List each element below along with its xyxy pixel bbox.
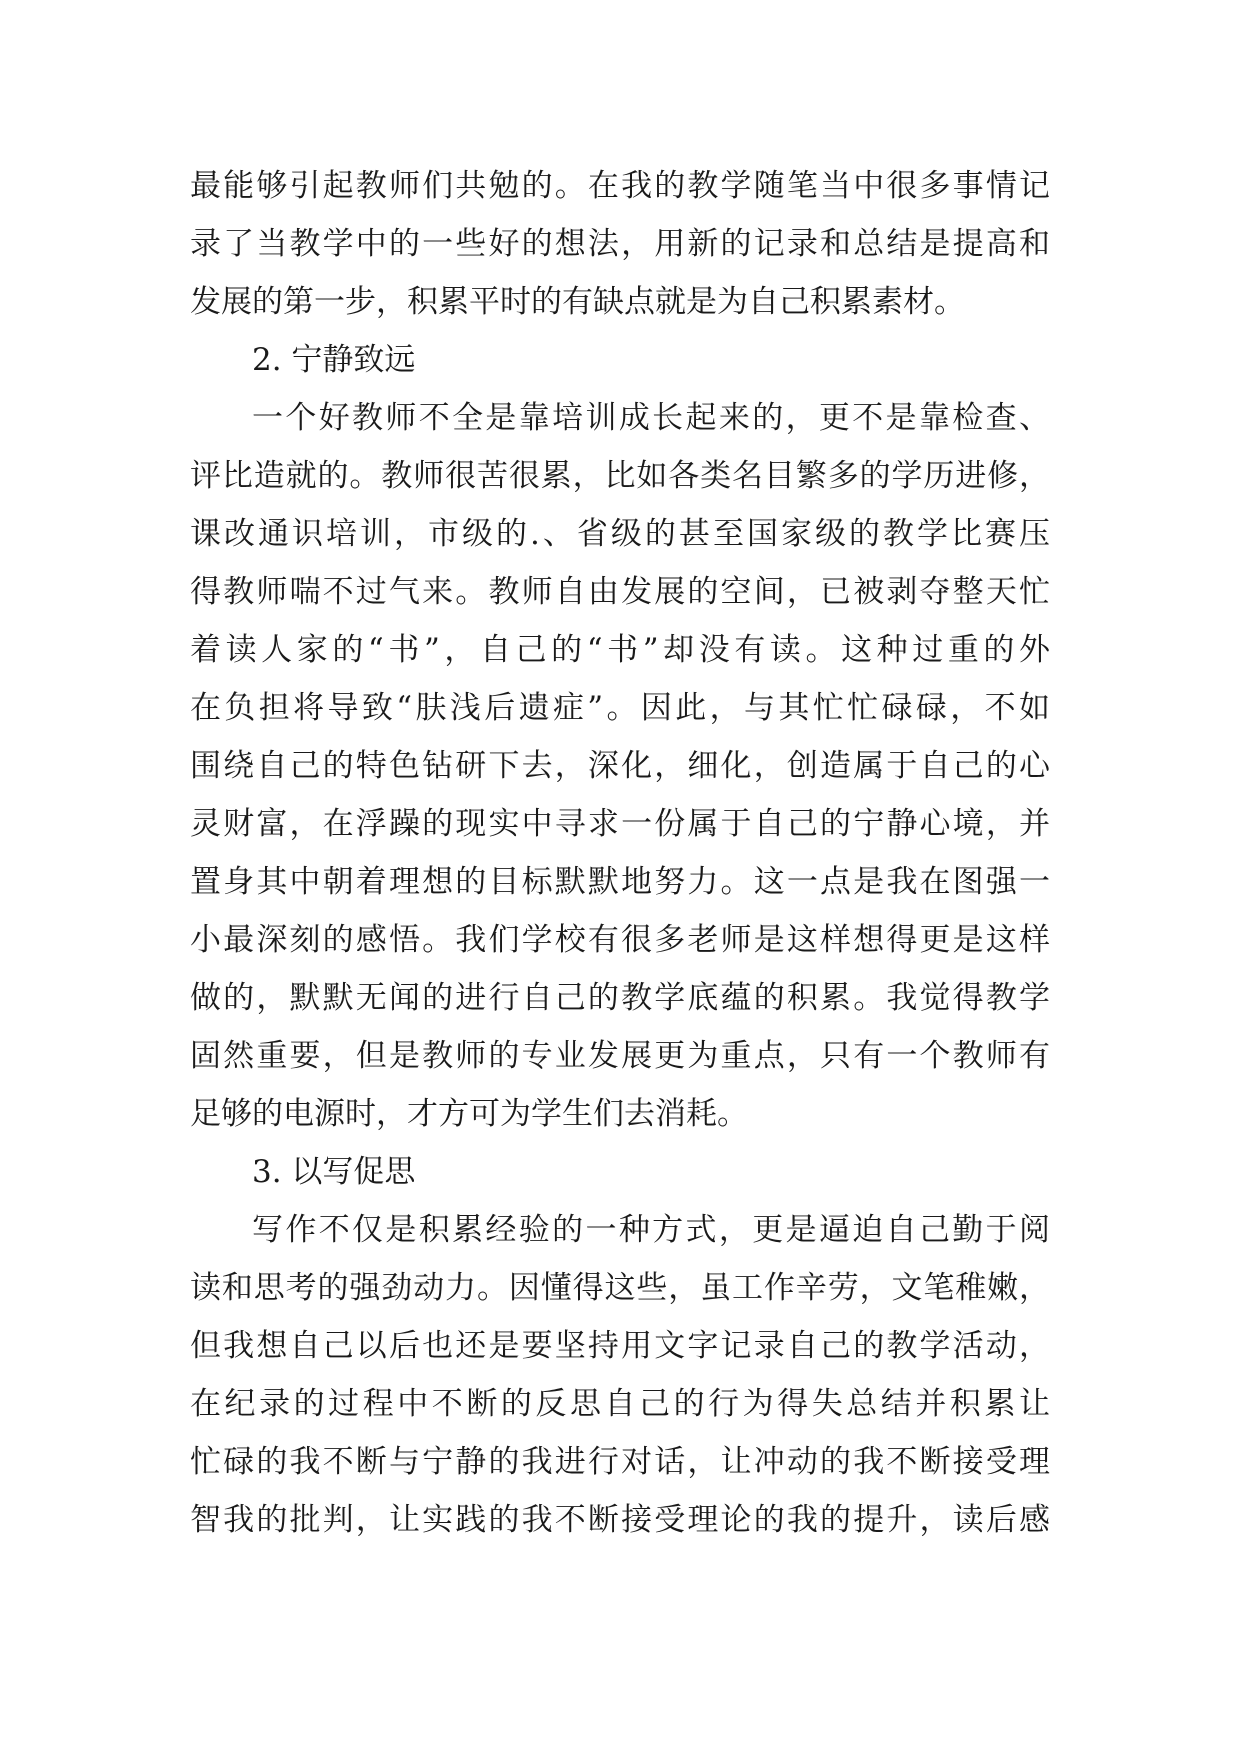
body-text-line: 着读人家的“书”，自己的“书”却没有读。这种过重的外 <box>190 632 1050 668</box>
section-heading: 3. 以写促思 <box>252 1154 416 1190</box>
body-text-line: 但我想自己以后也还是要坚持用文字记录自己的教学活动， <box>190 1328 1050 1364</box>
section-heading: 2. 宁静致远 <box>252 342 416 378</box>
body-text-line: 在纪录的过程中不断的反思自己的行为得失总结并积累让 <box>190 1386 1050 1422</box>
body-text-line: 读和思考的强劲动力。因懂得这些，虽工作辛劳，文笔稚嫩， <box>190 1270 1050 1306</box>
body-text-line: 做的，默默无闻的进行自己的教学底蕴的积累。我觉得教学 <box>190 980 1050 1016</box>
body-text-line: 录了当教学中的一些好的想法，用新的记录和总结是提高和 <box>190 226 1050 262</box>
body-text-line: 一个好教师不全是靠培训成长起来的，更不是靠检查、 <box>252 400 1050 436</box>
body-text-line: 发展的第一步，积累平时的有缺点就是为自己积累素材。 <box>190 284 965 320</box>
body-text-line: 足够的电源时，才方可为学生们去消耗。 <box>190 1096 748 1132</box>
body-text-line: 固然重要，但是教师的专业发展更为重点，只有一个教师有 <box>190 1038 1050 1074</box>
body-text-line: 智我的批判，让实践的我不断接受理论的我的提升，读后感 <box>190 1502 1050 1538</box>
body-text-line: 课改通识培训，市级的.、省级的甚至国家级的教学比赛压 <box>190 516 1050 552</box>
body-text-line: 置身其中朝着理想的目标默默地努力。这一点是我在图强一 <box>190 864 1050 900</box>
body-text-line: 得教师喘不过气来。教师自由发展的空间，已被剥夺整天忙 <box>190 574 1050 610</box>
body-text-line: 灵财富，在浮躁的现实中寻求一份属于自己的宁静心境，并 <box>190 806 1050 842</box>
body-text-line: 评比造就的。教师很苦很累，比如各类名目繁多的学历进修， <box>190 458 1050 494</box>
body-text-line: 小最深刻的感悟。我们学校有很多老师是这样想得更是这样 <box>190 922 1050 958</box>
body-text-line: 写作不仅是积累经验的一种方式，更是逼迫自己勤于阅 <box>252 1212 1050 1248</box>
body-text-line: 最能够引起教师们共勉的。在我的教学随笔当中很多事情记 <box>190 168 1050 204</box>
body-text-line: 围绕自己的特色钻研下去，深化，细化，创造属于自己的心 <box>190 748 1050 784</box>
body-text-line: 忙碌的我不断与宁静的我进行对话，让冲动的我不断接受理 <box>190 1444 1050 1480</box>
body-text-line: 在负担将导致“肤浅后遗症”。因此，与其忙忙碌碌，不如 <box>190 690 1050 726</box>
